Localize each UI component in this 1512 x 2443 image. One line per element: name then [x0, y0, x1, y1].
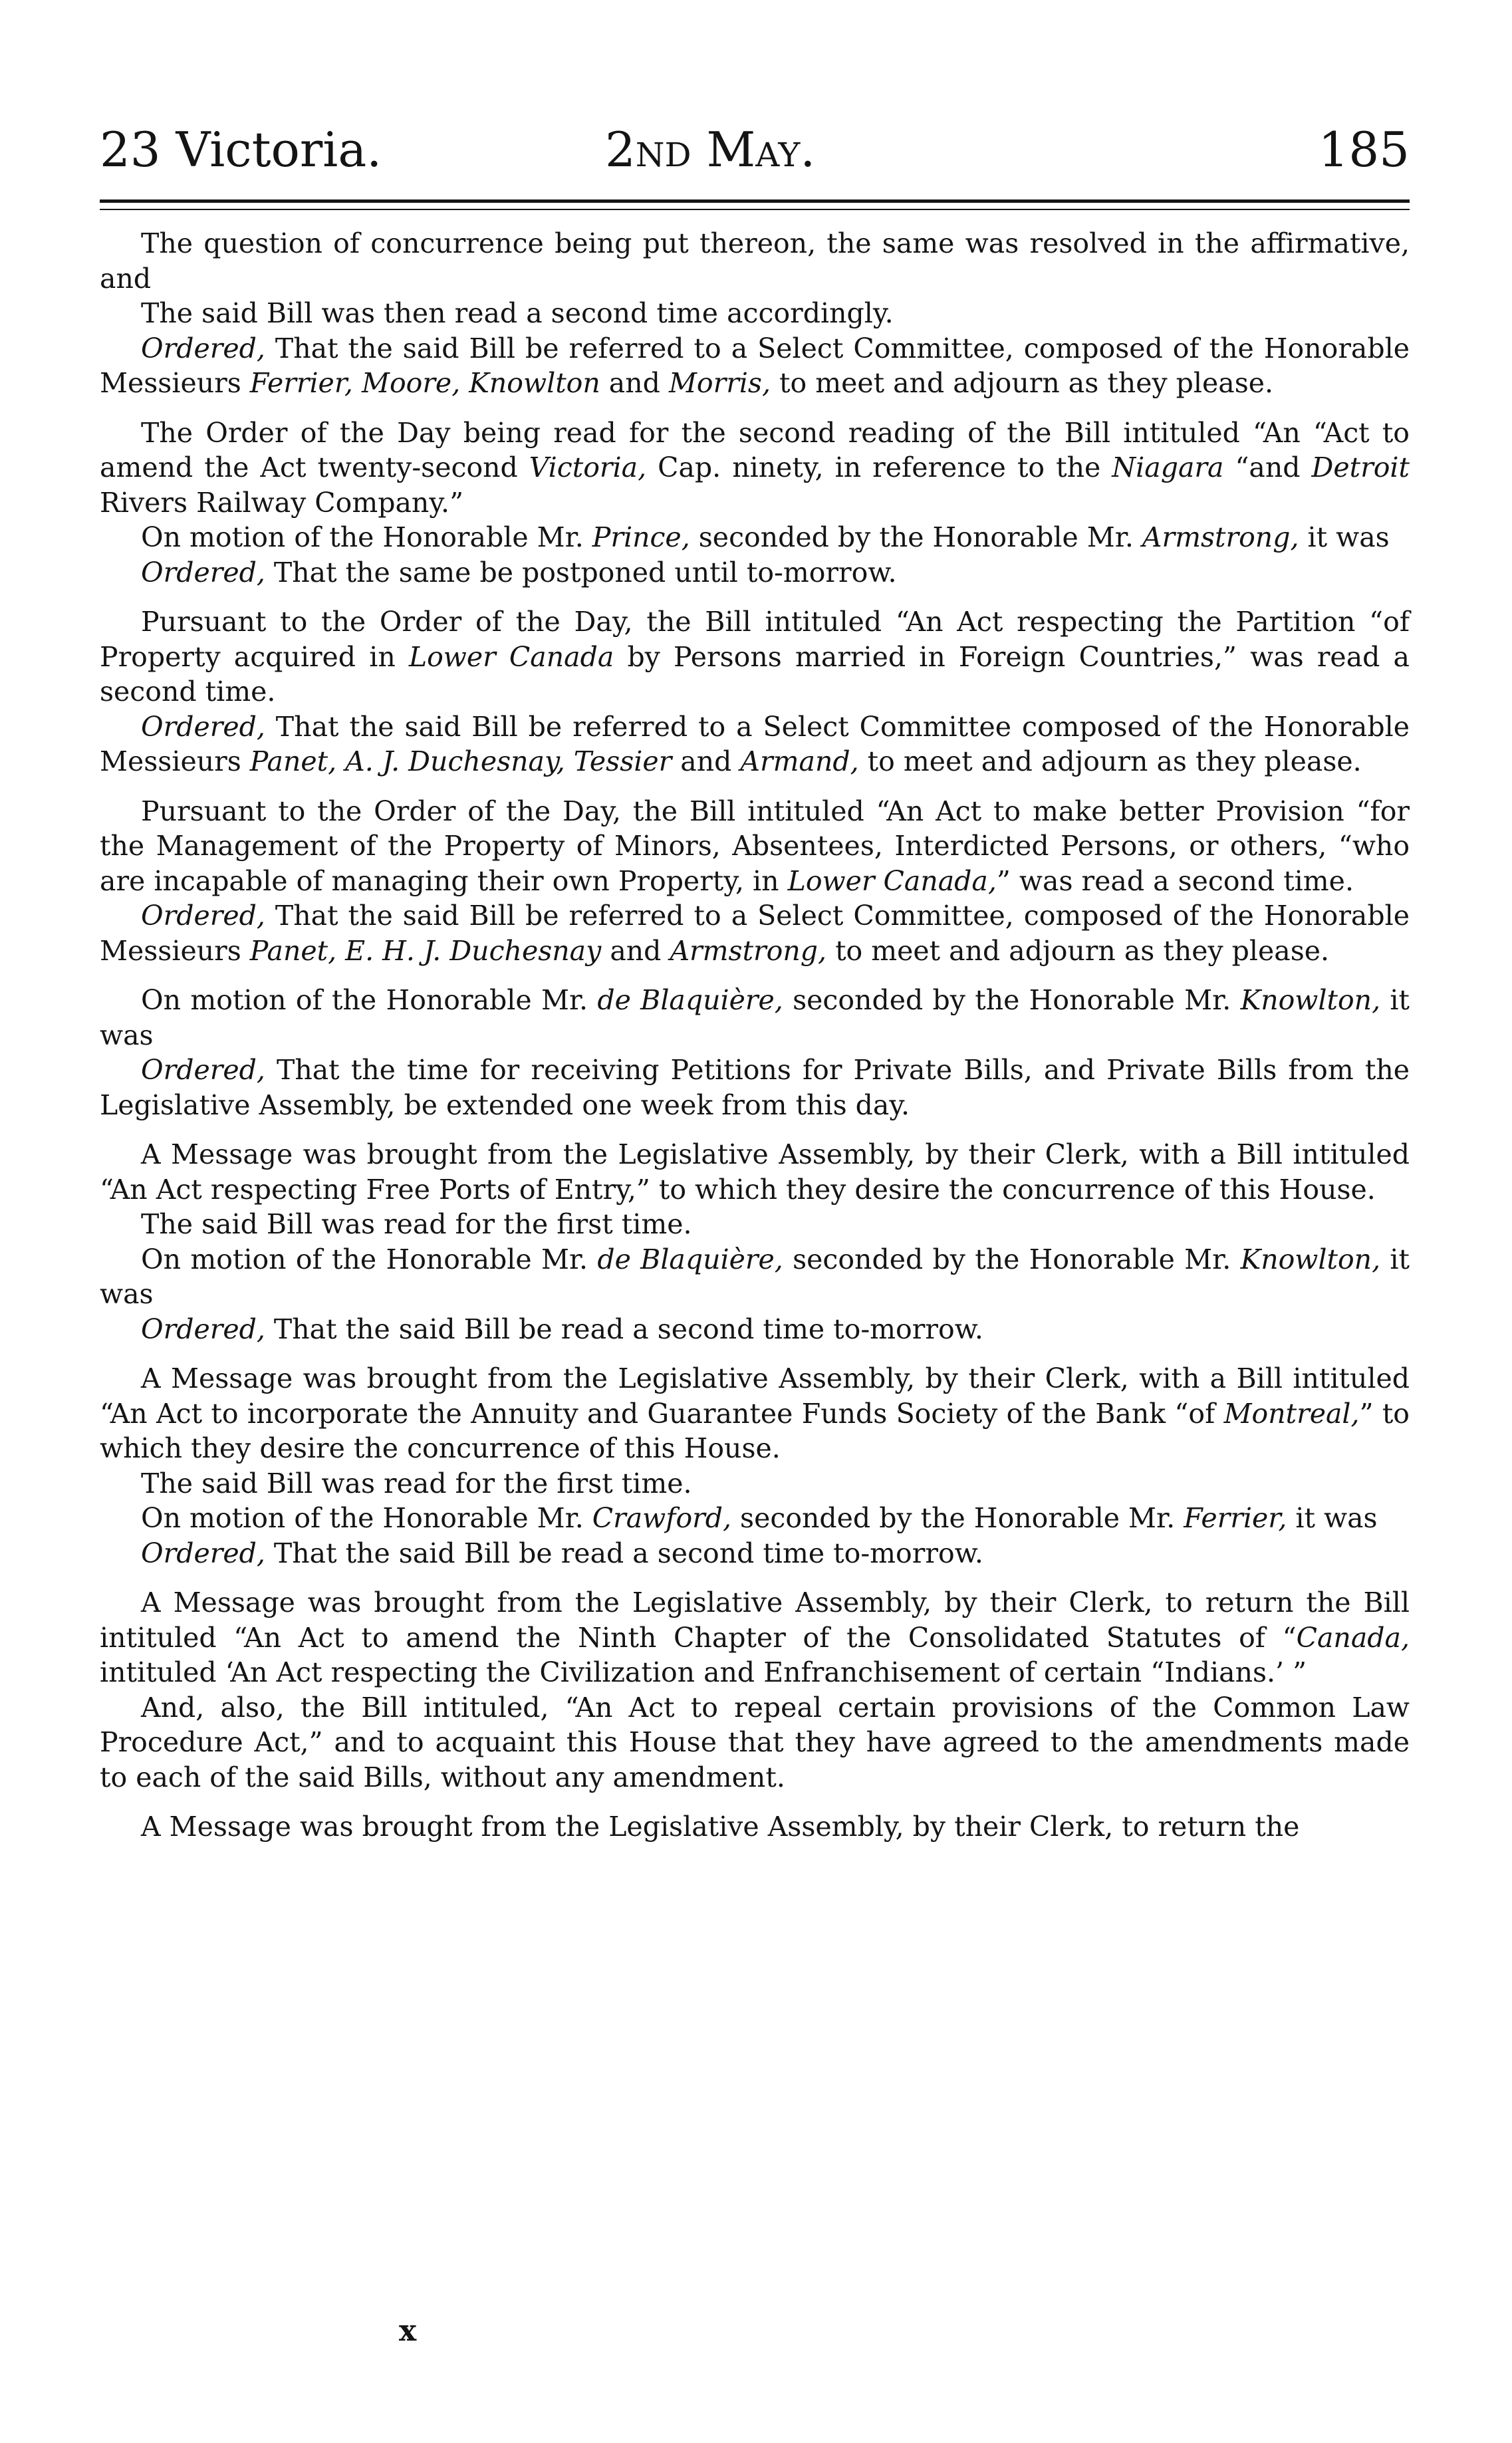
- entry-paragraph: Pursuant to the Order of the Day, the Bill intituled “An Act to make better Provision “for the Management of the Property of Minors, Absentees, Interdicted Persons, or others, “who are incapable of managing their own Property, in Lower Canada,” was read a second time.: [100, 795, 1410, 897]
- entry-paragraph: On motion of the Honorable Mr. Prince, seconded by the Honorable Mr. Armstrong, it was: [141, 521, 1390, 553]
- journal-entry: [100, 1361, 1410, 1571]
- header-page-number: 185: [1318, 122, 1410, 178]
- entry-paragraph: A Message was brought from the Legislative Assembly, by their Clerk, to return the: [141, 1811, 1300, 1843]
- journal-entry: [100, 226, 1410, 401]
- entry-paragraph: On motion of the Honorable Mr. de Blaquière, seconded by the Honorable Mr. Knowlton, it was: [100, 1243, 1410, 1310]
- entry-paragraph: Ordered, That the said Bill be referred to a Select Committee composed of the Honorable Messieurs Panet, A. J. Duchesnay, Tessier and Armand, to meet and adjourn as they please.: [100, 710, 1410, 777]
- entry-paragraph: Pursuant to the Order of the Day, the Bill intituled “An Act respecting the Partition “of Property acquired in Lower Canada by Persons married in Foreign Countries,” was read a second time.: [100, 606, 1410, 707]
- entry-paragraph: A Message was brought from the Legislative Assembly, by their Clerk, to return the Bill intituled “An Act to amend the Ninth Chapter of the Consolidated Statutes of “Canada, intituled ‘An Act respecting the Civilization and Enfranchisement of certain “Indians.’ ”: [100, 1587, 1410, 1688]
- entry-paragraph: The Order of the Day being read for the second reading of the Bill intituled “An “Act to amend the Act twenty-second Victoria, Cap. ninety, in reference to the Niagara “and Detroit Rivers Railway Company.”: [100, 416, 1410, 519]
- header-rule-thin: [100, 209, 1410, 210]
- entry-paragraph: Ordered, That the said Bill be read a second time to-morrow.: [141, 1313, 983, 1345]
- entry-paragraph: On motion of the Honorable Mr. de Blaquière, seconded by the Honorable Mr. Knowlton, it was: [100, 984, 1410, 1051]
- header-date: 2nd May.: [605, 122, 816, 178]
- entry-paragraph: Ordered, That the said Bill be referred to a Select Committee, composed of the Honorable Messieurs Ferrier, Moore, Knowlton and Morris, to meet and adjourn as they please.: [100, 332, 1410, 399]
- entry-paragraph: Ordered, That the said Bill be referred to a Select Committee, composed of the Honorable Messieurs Panet, E. H. J. Duchesnay and Armstrong, to meet and adjourn as they please.: [100, 900, 1410, 967]
- entry-paragraph: The said Bill was read for the first time.: [141, 1467, 692, 1499]
- header-rule-thick: [100, 199, 1410, 203]
- journal-body: [100, 226, 1410, 1859]
- journal-entry: [100, 983, 1410, 1122]
- journal-entry: [100, 1137, 1410, 1347]
- journal-entry: [100, 604, 1410, 779]
- entry-paragraph: A Message was brought from the Legislative Assembly, by their Clerk, with a Bill intituled “An Act to incorporate the Annuity and Guarantee Funds Society of the Bank “of Montreal,” to which they desire the concurrence of this House.: [100, 1362, 1410, 1464]
- entry-paragraph: The question of concurrence being put thereon, the same was resolved in the affirmative, and: [100, 227, 1410, 295]
- entry-paragraph: Ordered, That the same be postponed until to-morrow.: [141, 556, 897, 588]
- journal-entry: [100, 1809, 1410, 1845]
- signature-mark: x: [399, 2314, 417, 2348]
- entry-paragraph: And, also, the Bill intituled, “An Act to repeal certain provisions of the Common Law Procedure Act,” and to acquaint this House that they have agreed to the amendments made to each of the said Bills, without any amendment.: [100, 1691, 1410, 1793]
- entry-paragraph: The said Bill was then read a second time accordingly.: [141, 297, 894, 329]
- journal-entry: [100, 1585, 1410, 1795]
- entry-paragraph: The said Bill was read for the first time.: [141, 1208, 692, 1240]
- entry-paragraph: Ordered, That the time for receiving Petitions for Private Bills, and Private Bills from the Legislative Assembly, be extended one week from this day.: [100, 1054, 1410, 1121]
- entry-paragraph: Ordered, That the said Bill be read a second time to-morrow.: [141, 1537, 983, 1569]
- running-header: [100, 120, 1410, 180]
- journal-entry: [100, 794, 1410, 969]
- journal-entry: [100, 416, 1410, 590]
- entry-paragraph: On motion of the Honorable Mr. Crawford, seconded by the Honorable Mr. Ferrier, it was: [141, 1502, 1378, 1534]
- header-regnal-year: 23 Victoria.: [100, 122, 382, 178]
- entry-paragraph: A Message was brought from the Legislative Assembly, by their Clerk, with a Bill intituled “An Act respecting Free Ports of Entry,” to which they desire the concurrence of this House.: [100, 1138, 1410, 1206]
